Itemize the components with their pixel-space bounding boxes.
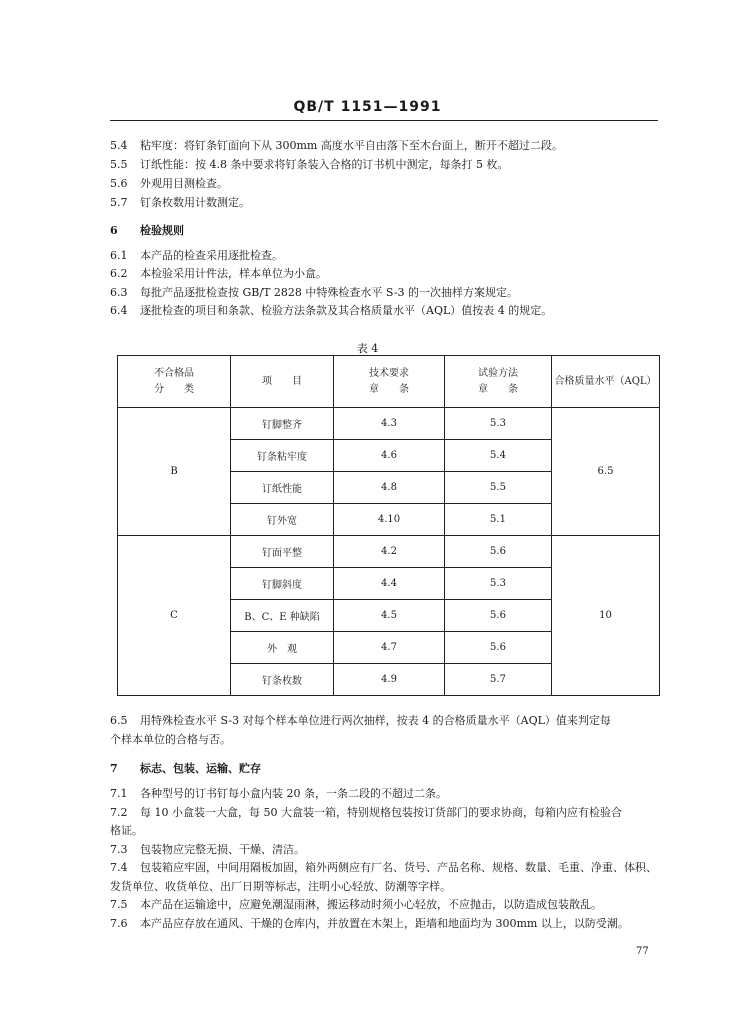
requirement-cell: 4.2: [334, 536, 445, 568]
requirement-cell: 4.5: [334, 600, 445, 632]
clause-number: 6.2: [110, 267, 128, 280]
item-cell: 钉脚斜度: [231, 568, 334, 600]
clause-number: 7.6: [110, 917, 128, 930]
clause-number: 7.3: [110, 843, 128, 856]
clause-text: 包装物应完整无损、干燥、清洁。: [140, 843, 305, 856]
method-cell: 5.5: [445, 472, 552, 504]
requirement-cell: 4.9: [334, 664, 445, 696]
item-cell: 外 观: [231, 632, 334, 664]
clause-number: 5.5: [110, 158, 128, 171]
clause-text: 每 10 小盒装一大盒，每 50 大盒装一箱，特别规格包装按订货部门的要求协商，每箱内应有检验合: [140, 806, 622, 819]
header-aql: [552, 356, 660, 408]
method-cell: 5.1: [445, 504, 552, 536]
clause-number: 6.5: [110, 714, 128, 727]
clause-number: 6.1: [110, 249, 128, 262]
header-requirement: [334, 356, 445, 408]
item-cell: 钉外宽: [231, 504, 334, 536]
clause-6-3: [110, 286, 670, 299]
item-cell: 订纸性能: [231, 472, 334, 504]
clause-6-5: [110, 714, 670, 727]
clause-text: 钉条枚数用计数测定。: [140, 196, 250, 209]
clause-text: 本产品在运输途中，应避免潮湿雨淋，搬运移动时须小心轻放，不应抛击，以防造成包装散乱。: [140, 898, 602, 911]
method-cell: 5.6: [445, 632, 552, 664]
header-item-label: 项 目: [262, 375, 302, 387]
category-cell-b: B: [118, 408, 231, 536]
item-cell: 钉面平整: [231, 536, 334, 568]
clause-6-4: [110, 304, 670, 317]
clause-text: 粘牢度：将钉条钉面向下从 300mm 高度水平自由落下至木台面上，断开不超过二段。: [140, 139, 563, 152]
header-requirement-line1: 技术要求: [369, 367, 409, 379]
requirement-cell: 4.8: [334, 472, 445, 504]
item-cell: 钉脚整齐: [231, 408, 334, 440]
item-cell: B、C、E 种缺陷: [231, 600, 334, 632]
method-cell: 5.3: [445, 408, 552, 440]
clause-number: 5.6: [110, 177, 128, 190]
table-row: [118, 536, 660, 568]
clause-7-3: [110, 843, 670, 856]
section-title: 检验规则: [140, 224, 184, 237]
header-category-line2: 分 类: [154, 383, 194, 395]
clause-7-2-cont: [110, 824, 670, 837]
header-rule: [110, 120, 658, 121]
clause-7-4-cont: [110, 880, 670, 893]
clause-text: 每批产品逐批检查按 GB/T 2828 中特殊检查水平 S-3 的一次抽样方案规定。: [140, 286, 519, 299]
clause-text: 本产品的检查采用逐批检查。: [140, 249, 283, 262]
page-header-code: QB/T 1151—1991: [293, 99, 442, 115]
inspection-table: [117, 355, 660, 696]
clause-number: 6.4: [110, 304, 128, 317]
requirement-cell: 4.7: [334, 632, 445, 664]
method-cell: 5.6: [445, 600, 552, 632]
clause-6-2: [110, 267, 670, 280]
clause-7-6: [110, 917, 670, 930]
requirement-cell: 4.10: [334, 504, 445, 536]
header-method-line2: 章 条: [478, 383, 518, 395]
clause-number: 6.3: [110, 286, 128, 299]
clause-number: 5.7: [110, 196, 128, 209]
item-cell: 钉条枚数: [231, 664, 334, 696]
category-cell-c: C: [118, 536, 231, 696]
table-row: [118, 408, 660, 440]
header-method-line1: 试验方法: [478, 367, 518, 379]
section-7-heading: [110, 762, 670, 775]
clause-text: 本检验采用计件法，样本单位为小盒。: [140, 267, 327, 280]
section-number: 6: [110, 224, 118, 237]
clause-number: 7.5: [110, 898, 128, 911]
requirement-cell: 4.3: [334, 408, 445, 440]
table-caption: 表 4: [356, 342, 379, 355]
clause-number: 7.1: [110, 787, 128, 800]
header-item: [231, 356, 334, 408]
method-cell: 5.4: [445, 440, 552, 472]
clause-6-1: [110, 249, 670, 262]
clause-5-5: [110, 158, 670, 171]
table-header-row: [118, 356, 660, 408]
method-cell: 5.3: [445, 568, 552, 600]
section-title: 标志、包装、运输、贮存: [140, 762, 261, 775]
clause-5-7: [110, 196, 670, 209]
clause-7-2: [110, 806, 670, 819]
header-aql-label: 合格质量水平（AQL）: [554, 375, 657, 387]
header-test-method: [445, 356, 552, 408]
clause-5-6: [110, 177, 670, 190]
clause-text: 本产品应存放在通风、干燥的仓库内，并放置在木架上，距墙和地面均为 300mm 以上，以防受潮。: [140, 917, 629, 930]
item-cell: 钉条粘牢度: [231, 440, 334, 472]
section-6-heading: [110, 224, 670, 237]
method-cell: 5.7: [445, 664, 552, 696]
method-cell: 5.6: [445, 536, 552, 568]
clause-7-5: [110, 898, 670, 911]
header-requirement-line2: 章 条: [369, 383, 409, 395]
clause-text-cont: 个样本单位的合格与否。: [110, 733, 231, 746]
section-number: 7: [110, 762, 118, 775]
clause-7-1: [110, 787, 670, 800]
clause-text-cont: 格证。: [110, 824, 143, 837]
clause-6-5-cont: [110, 733, 670, 746]
clause-text: 各种型号的订书钉每小盒内装 20 条，一条二段的不超过二条。: [140, 787, 447, 800]
header-category-line1: 不合格品: [154, 367, 194, 379]
clause-number: 7.4: [110, 861, 128, 874]
clause-number: 7.2: [110, 806, 128, 819]
clause-text: 订纸性能：按 4.8 条中要求将钉条装入合格的订书机中测定，每条打 5 枚。: [140, 158, 509, 171]
clause-text: 逐批检查的项目和条款、检验方法条款及其合格质量水平（AQL）值按表 4 的规定。: [140, 304, 553, 317]
aql-cell-c: 10: [552, 536, 660, 696]
requirement-cell: 4.4: [334, 568, 445, 600]
clause-text: 包装箱应牢固，中间用隔板加固，箱外两侧应有厂名、货号、产品名称、规格、数量、毛重、净重、体积、: [140, 861, 657, 874]
requirement-cell: 4.6: [334, 440, 445, 472]
header-category: [118, 356, 231, 408]
clause-7-4: [110, 861, 670, 874]
clause-number: 5.4: [110, 139, 128, 152]
aql-cell-b: 6.5: [552, 408, 660, 536]
clause-text: 用特殊检查水平 S-3 对每个样本单位进行两次抽样，按表 4 的合格质量水平（AQL）值来判定每: [140, 714, 611, 727]
clause-text: 外观用目测检查。: [140, 177, 228, 190]
page-number: 77: [636, 946, 649, 957]
clause-5-4: [110, 139, 670, 152]
clause-text-cont: 发货单位、收货单位、出厂日期等标志，注明小心轻放、防潮等字样。: [110, 880, 451, 893]
